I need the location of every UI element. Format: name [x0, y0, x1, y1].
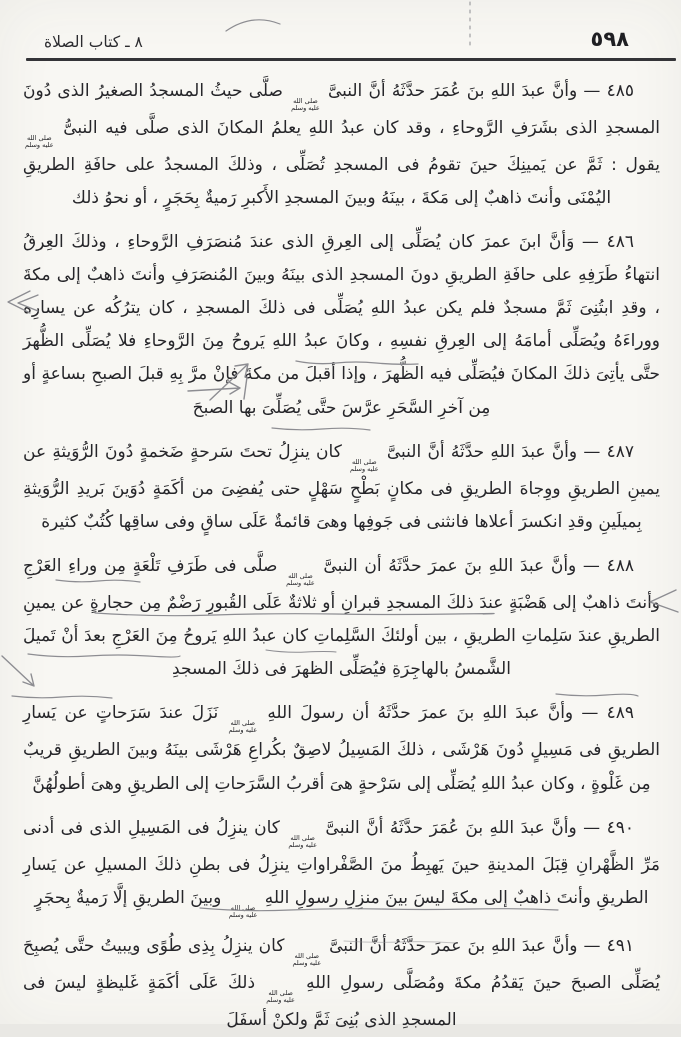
hadith-paragraph-488: ٤٨٨ — وأنَّ عبدَ اللهِ بنَ عمرَ حدَّثَهُ أن النبىَّ صلى الله عليه وسلم صلَّى فى طَرَفِ تَلْعَةٍ مِن وراءِ العَرْجِ وأنتَ ذاهبٌ إلى هَضْبَةٍ عندَ ذلكَ المسجدِ قبرانِ أو ثلاثةٌ عَلَى القُبورِ رَضْمٌ مِن حجارةٍ عن يمينِ الطريقِ عندَ سَلِماتِ الطريقِ ، بين أولئكَ السَّلِماتِ كان عبدُ اللهِ يَروحُ مِنَ العَرْجِ بعدَ أنْ تَميلَ الشَّمسُ بالهاجِرَةِ فيُصَلِّى الظهرَ فى ذلكَ المسجدِ — [23, 556, 660, 680]
hadith-paragraph-486: ٤٨٦ — وَأنَّ ابنَ عمرَ كان يُصَلِّى إلى العِرقِ الذى عندَ مُنصَرَفِ الرَّوحاءِ ، وذلكَ العِرقُ انتهاءُ طَرَفِهِ على حافَةِ الطريقِ دونَ المسجدِ الذى بينَهُ وبينَ المُنصَرَفِ وأنتَ ذاهبٌ إلى مكةَ ، وقدِ ابتُنِىَ ثَمَّ مسجدٌ فلم يكن عبدُ اللهِ يُصَلِّى فى ذلكَ المسجدِ ، كان يترُكُه عن يسارِه ووراءَهُ ويُصَلِّى أمامَهُ إلى العِرقِ نفسِهِ ، وكانَ عبدُ اللهِ يَروحُ مِنَ الرَّوحاءِ فلا يُصَلِّى الظُّهرَ حتَّى يأتِىَ ذلكَ المكانَ فيُصَلِّى فيه الظُّهرَ ، وإذا أقبلَ من مكةَ فإنْ مرَّ بِهِ قبلَ الصبحِ بساعةٍ أو مِن آخرِ السَّحَرِ عرَّسَ حتَّى يُصَلِّىَ بها الصبحَ — [23, 231, 660, 418]
salla-honorific-mark: صلى الله عليه وسلم — [228, 903, 258, 919]
salla-honorific-mark: صلى الله عليه وسلم — [292, 951, 322, 967]
salla-honorific-mark: صلى الله عليه وسلم — [288, 833, 317, 849]
book-title: ٨ ـ كتاب الصلاة — [44, 33, 143, 51]
salla-honorific-mark: صلى الله عليه وسلم — [266, 988, 295, 1004]
hadith-text-block — [0, 61, 681, 1037]
salla-honorific-mark: صلى الله عليه وسلم — [228, 719, 258, 735]
salla-honorific-mark: صلى الله عليه وسلم — [291, 96, 320, 112]
page-number: ٥٩٨ — [590, 27, 629, 51]
hadith-paragraph-485: ٤٨٥ — وأنَّ عبدَ اللهِ بنَ عُمَرَ حدَّثَهُ أنَّ النبىَّ صلى الله عليه وسلم صلَّى حيثُ المسجدُ الصغيرُ الذى دُونَ المسجدِ الذى بشَرَفِ الرَّوحاءِ ، وقد كان عبدُ اللهِ يعلمُ المكانَ الذى صلَّى فيه النبىُّ صلى الله عليه وسلم يقول : ثَمَّ عن يَمينِكَ حينَ تقومُ فى المسجدِ تُصَلِّى ، وذلكَ المسجدُ على حافَةِ الطريقِ اليُمْنَى وأنتَ ذاهبٌ إلى مَكةَ ، بينَهُ وبينَ المسجدِ الأَكبرِ رَميةٌ بِحَجَرٍ ، أو نحوُ ذلك — [23, 80, 660, 208]
salla-honorific-mark: صلى الله عليه وسلم — [25, 133, 54, 149]
hadith-paragraph-489: ٤٨٩ — وأنَّ عبدَ اللهِ بنَ عمرَ حدَّثَهُ أن رسولَ اللهِ صلى الله عليه وسلم نَزَلَ عندَ سَرَحاتٍ عن يَسارِ الطريقِ فى مَسِيلٍ دُونَ هَرْشَى ، ذلكَ المَسِيلُ لاصِقٌ بكُراعِ هَرْشَى بينَهُ وبينَ الطريقِ قريبٌ مِن غَلْوةٍ ، وكان عبدُ اللهِ يُصَلِّى إلى سَرْحةٍ هىَ أقربُ السَّرَحاتِ إلى الطريقِ وهىَ أطولُهُنَّ — [23, 703, 660, 794]
hadith-paragraph-487: ٤٨٧ — وأنَّ عبدَ اللهِ حدَّثَهُ أنَّ النبىَّ صلى الله عليه وسلم كان ينزِلُ تحتَ سَرحةٍ ضَخمةٍ دُونَ الرُّوَيثةِ عن يمينِ الطريقِ ووِجاهَ الطريقِ فى مكانٍ بَطْحٍ سَهْلٍ حتى يُفضِىَ من أكَمَةٍ دُوَينَ بَريدِ الرُّوَيثةِ بِميلَينِ وقدِ انكسرَ أعلاها فانثنى فى جَوفِها وهىَ قائمةٌ عَلَى ساقٍ وفى ساقِها كُتُبٌ كثيرة — [23, 441, 660, 532]
salla-honorific-mark: صلى الله عليه وسلم — [286, 572, 315, 587]
page-header — [0, 0, 681, 55]
hadith-paragraph-490: ٤٩٠ — وأنَّ عبدَ اللهِ بنَ عُمَرَ حدَّثَهُ أنَّ النبىَّ صلى الله عليه وسلم كان ينزِلُ فى المَسِيلِ الذى فى أدنى مَرِّ الظَّهْرانِ قِبَلَ المدينةِ حينَ يَهبِطُ منَ الصَّفْراواتِ ينزِلُ فى بطنِ ذلكَ المسيلِ عن يَسارِ الطريقِ وأنتَ ذاهبٌ إلى مكةَ ليسَ بينَ منزِلِ رسولِ اللهِ صلى الله عليه وسلم وبينَ الطريقِ إلَّا رَميةٌ بِحجَرٍ — [23, 817, 660, 919]
hadith-paragraph-491: ٤٩١ — وأنَّ عبدَ اللهِ بنَ عمرَ حدَّثَهُ أنَّ النبىَّ صلى الله عليه وسلم كان ينزِلُ بِذِى طُوًى ويبيتُ حتَّى يُصبِحَ يُصَلِّى الصبحَ حينَ يَقدُمُ مكةَ ومُصَلَّى رسولِ اللهِ صلى الله عليه وسلم ذلكَ عَلَى أكَمَةٍ غَليظةٍ ليسَ فى المسجدِ الذى بُنِىَ ثَمَّ ولكنْ أسفَلَ — [23, 935, 661, 1030]
salla-honorific-mark: صلى الله عليه وسلم — [350, 457, 379, 473]
